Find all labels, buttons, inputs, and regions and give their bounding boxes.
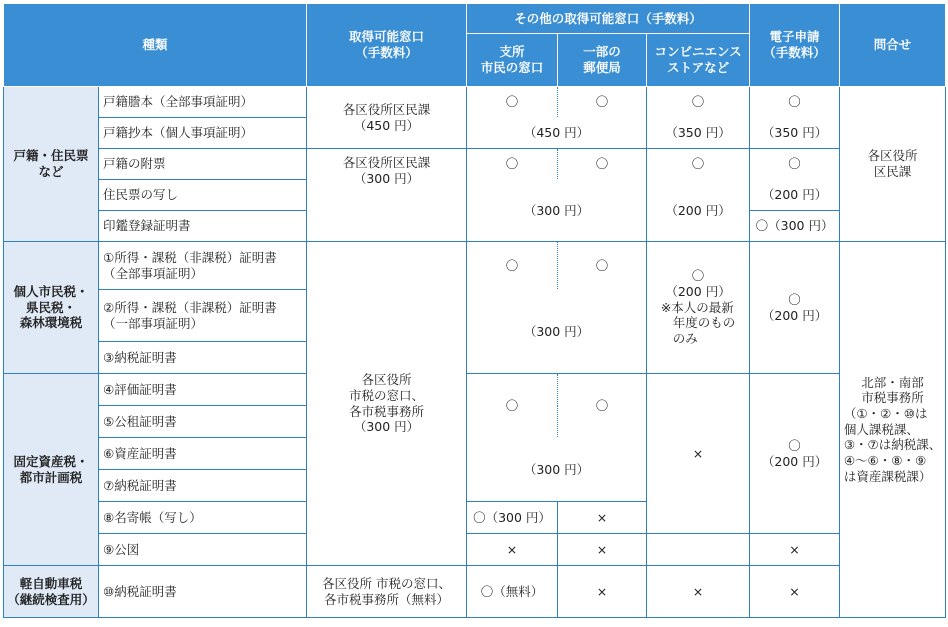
category-vehicle-tax: 軽自動車税 （継続検査用） xyxy=(4,566,99,618)
online-jumin-circle: 〇 xyxy=(750,149,840,180)
branch-nayose: 〇（300 円） xyxy=(467,502,558,534)
branch-kozu: × xyxy=(467,534,558,566)
item-nayose: ⑧名寄帳（写し） xyxy=(99,502,307,534)
conv-jumin-fee: （200 円） xyxy=(647,180,750,242)
primary-window-vehicle: 各区役所 市税の窓口、 各市税事務所（無料） xyxy=(307,566,467,618)
online-inkan-fee: 〇（300 円） xyxy=(750,211,840,242)
conv-koseki-fee: （350 円） xyxy=(647,118,750,149)
conv-koseki-circle: 〇 xyxy=(647,87,750,118)
online-municipal: 〇 （200 円） xyxy=(750,242,840,374)
item-shotoku-zenbu: ①所得・課税（非課税）証明書 （全部事項証明） xyxy=(99,242,307,290)
branch-vehicle: 〇（無料） xyxy=(467,566,558,618)
item-nozei-property: ⑦納税証明書 xyxy=(99,470,307,502)
header-type: 種類 xyxy=(4,4,307,87)
header-online: 電子申請 （手数料） xyxy=(750,4,840,87)
header-post-office: 一部の 郵便局 xyxy=(558,34,647,87)
category-koseki: 戸籍・住民票 など xyxy=(4,87,99,242)
item-koso: ⑤公租証明書 xyxy=(99,406,307,438)
item-koseki-shohon: 戸籍抄本（個人事項証明） xyxy=(99,118,307,149)
header-primary-window: 取得可能窓口 （手数料） xyxy=(307,4,467,87)
online-jumin-fee: （200 円） xyxy=(750,180,840,211)
branch-koseki-circle: 〇 xyxy=(467,87,558,118)
item-inkan: 印鑑登録証明書 xyxy=(99,211,307,242)
item-juminhyo: 住民票の写し xyxy=(99,180,307,211)
primary-window-jumin: 各区役所区民課 （300 円） xyxy=(307,149,467,242)
online-koseki-circle: 〇 xyxy=(750,87,840,118)
online-koseki-fee: （350 円） xyxy=(750,118,840,149)
item-kozu: ⑨公図 xyxy=(99,534,307,566)
item-shisan: ⑥資産証明書 xyxy=(99,438,307,470)
item-koseki-tohon: 戸籍謄本（全部事項証明） xyxy=(99,87,307,118)
item-shotoku-ichibu: ②所得・課税（非課税）証明書 （一部事項証明） xyxy=(99,290,307,342)
header-branch: 支所 市民の窓口 xyxy=(467,34,558,87)
post-property-circle: 〇 xyxy=(558,374,647,438)
primary-window-koseki: 各区役所区民課 （450 円） xyxy=(307,87,467,149)
post-municipal-circle: 〇 xyxy=(558,242,647,290)
branch-post-property-fee: （300 円） xyxy=(467,438,647,502)
conv-property: × xyxy=(647,374,750,534)
item-hyoka: ④評価証明書 xyxy=(99,374,307,406)
post-vehicle: × xyxy=(558,566,647,618)
contact-koseki: 各区役所 区民課 xyxy=(840,87,946,242)
item-nozei-municipal: ③納税証明書 xyxy=(99,342,307,374)
conv-vehicle: × xyxy=(647,566,750,618)
post-nayose: × xyxy=(558,502,647,534)
online-kozu: × xyxy=(750,534,840,566)
online-property: 〇 （200 円） xyxy=(750,374,840,534)
header-convenience-store: コンビニエンス ストアなど xyxy=(647,34,750,87)
branch-post-jumin-fee: （300 円） xyxy=(467,180,647,242)
header-contact: 問合せ xyxy=(840,4,946,87)
fee-table xyxy=(3,3,946,618)
category-municipal-tax: 個人市民税・ 県民税・ 森林環境税 xyxy=(4,242,99,374)
branch-post-municipal-fee: （300 円） xyxy=(467,290,647,374)
primary-window-tax: 各区役所 市税の窓口、 各市税事務所 （300 円） xyxy=(307,242,467,566)
post-kozu: × xyxy=(558,534,647,566)
post-jumin-circle: 〇 xyxy=(558,149,647,180)
header-other-windows: その他の取得可能窓口（手数料） xyxy=(467,4,750,34)
branch-municipal-circle: 〇 xyxy=(467,242,558,290)
category-property-tax: 固定資産税・ 都市計画税 xyxy=(4,374,99,566)
conv-municipal: 〇 （200 円） ※本人の最新 年度のもの のみ xyxy=(647,242,750,374)
branch-jumin-circle: 〇 xyxy=(467,149,558,180)
branch-property-circle: 〇 xyxy=(467,374,558,438)
item-vehicle-nozei: ⑩納税証明書 xyxy=(99,566,307,618)
conv-kozu xyxy=(647,534,750,566)
contact-tax-offices: 北部・南部 市税事務所 （①・②・⑩は 個人課税課、 ③・⑦は納税課、 ④〜⑥・⑧・⑨ は資産課税課） xyxy=(840,242,946,618)
branch-post-koseki-fee: （450 円） xyxy=(467,118,647,149)
post-koseki-circle: 〇 xyxy=(558,87,647,118)
online-vehicle: × xyxy=(750,566,840,618)
item-fuhyo: 戸籍の附票 xyxy=(99,149,307,180)
conv-jumin-circle: 〇 xyxy=(647,149,750,180)
